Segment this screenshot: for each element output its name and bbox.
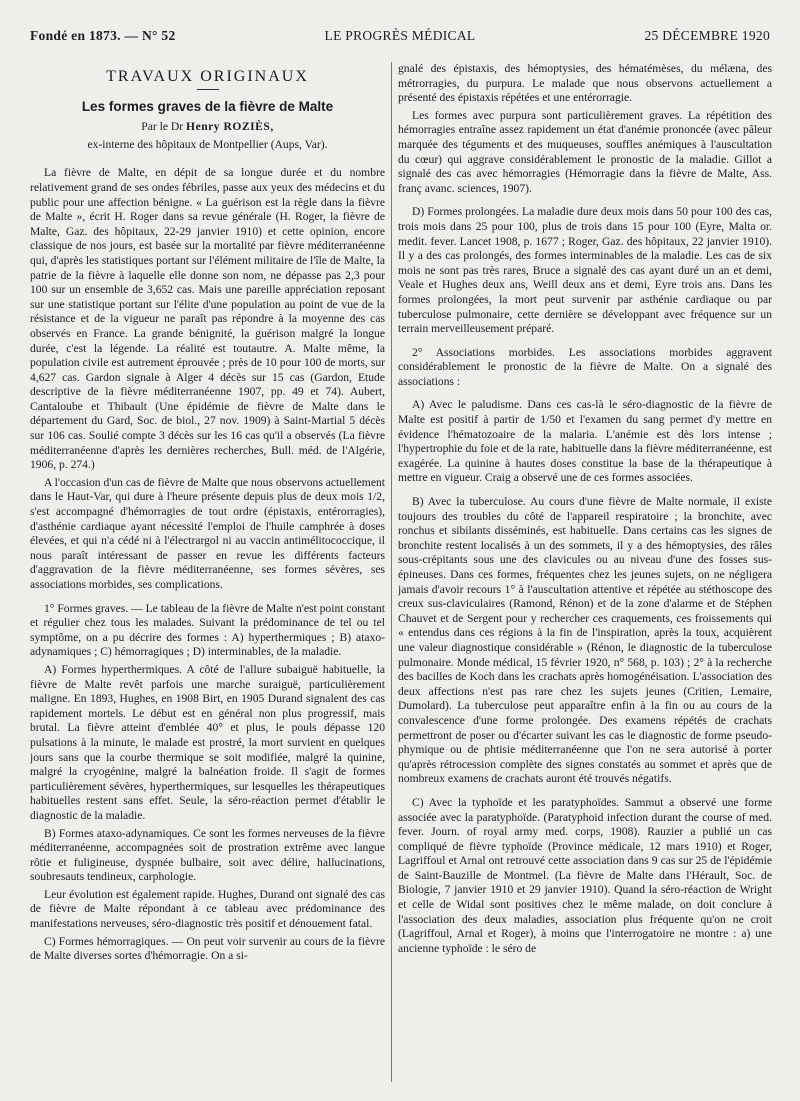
right-column <box>398 62 772 1083</box>
paragraph: Leur évolution est également rapide. Hughes, Durand ont signalé des cas de fièvre de Malte répondant à ce tableau avec prédominance des manifestations nerveuses, séro-diagnostic très positif et dénouement fatal. <box>30 887 385 931</box>
header-date: 25 DÉCEMBRE 1920 <box>644 28 770 43</box>
paragraph: La fièvre de Malte, en dépit de sa longue durée et du nombre relativement grand de ses ondes fébriles, passe aux yeux des médecins et du public pour une affection bénigne. « La guérison est la règle dans la fièvre de Malte », écrit H. Roger dans sa revue générale (H. Roger, la fièvre de Malte, Gaz. des hôpitaux, 22-29 janvier 1910) et cette opinion, encore classique de nos jours, est basée sur la mortalité par fièvre méditerranéenne qui, d'après les statistiques portant sur l'élément militaire de l'île de Malte, la patrie de la fièvre à laquelle elle donne son nom, ne dépasse pas 2,3 pour 100 sur un ensemble de 3,652 cas. Mais une pareille appréciation reposant sur une statistique portant sur l'élite d'une population au point de vue de la résistance et de la vigueur ne paraît pas répondre à la moyenne des cas observés en France. La grande bénignité, la guérison malgré la longue durée, c'est la légende. La réalité est toutautre. A. Malte même, la population civile est autrement éprouvée ; près de 10 pour 100 de morts, sur 4,627 cas. Gardon signale à Alger 4 décès sur 15 cas (Gardon, Etude descriptive de la fièvre méditerranéenne 1907, pp. 49 et 74). Aubert, Cantaloube et Thibault (Une épidémie de fièvre de Malte dans le département du Gard, Soc. de biol., 27 nov. 1909) à Saint-Martial 5 décès sur 106 cas. Soulié compte 3 décès sur les 16 cas qu'il a observés (La fièvre méditerranéenne d'après les dernières recherches, Bull. méd. de l'Algérie, 1906, p. 274.) <box>30 166 385 472</box>
paragraph: C) Avec la typhoïde et les paratyphoïdes. Sammut a observé une forme associée avec la paratyphoïde. (Paratyphoid infection durant the course of med. fever. Journ. of royal army med. corps, 1908). Rauzier a publié un cas compliqué de fièvre typhoïde (Province médicale, 12 mars 1910) et Roger, Lagriffoul et Arnal ont retrouvé cette association dans 9 cas sur 25 de l'épidémie de Saint-Bauzille de Montmel. (La fièvre de Malte dans l'Hérault, Soc. de Biologie, 7 janvier 1910 et 29 janvier 1910). Quand la séro-réaction de Wright et celle de Widal sont positives chez le même malade, on doit conclure à l'association des deux maladies, association plus fréquente qu'on ne croit (Lagriffoul, Arnal et Roger), à moins que l'interrogatoire ne montre : a) une ancienne typhoïde : le séro de <box>398 795 772 955</box>
paragraph: D) Formes prolongées. La maladie dure deux mois dans 50 pour 100 des cas, trois mois dans 25 pour 100, plus de trois dans 15 pour 100 (Eyre, Malta or. medit. fever. Lancet 1908, p. 1677 ; Roger, Gaz. des hôpitaux, 22 janvier 1910). Il y a des cas prolongés, des formes interminables de la maladie. Les cas de six mois ne sont pas très rares, Bruce a signalé des cas ayant duré un an et demi, Veale et Hughes deux ans, Weill deux ans et demi, Eyre trois ans. Dans les formes prolongées, la mort peut survenir par asthénie cardiaque ou par tuberculose pulmonaire, cette dernière se développant avec fréquence sur un terrain merveilleusement préparé. <box>398 205 772 336</box>
paragraph: B) Formes ataxo-adynamiques. Ce sont les formes nerveuses de la fièvre méditerranéenne, accompagnées soit de prostration extrême avec langue rôtie et fuligineuse, dyspnée bulbaire, soit avec délire, hallucinations, soubresauts tendineux, carphologie. <box>30 826 385 884</box>
running-header <box>30 28 770 46</box>
section-title: TRAVAUX ORIGINAUX <box>106 68 309 85</box>
paragraph: 2° Associations morbides. Les associations morbides aggravent considérablement le pronostic de la fièvre de Malte. On a signalé des associations : <box>398 345 772 388</box>
paragraph: 1° Formes graves. — Le tableau de la fièvre de Malte n'est point constant et régulier chez tous les malades. Suivant la prédominance de tel ou tel symptôme, on a pu décrire des formes : A) hyperthermiques ; B) ataxo-adynamiques ; C) hémorragiques ; D) interminables, de la maladie. <box>30 601 385 659</box>
author-affiliation: ex-interne des hôpitaux de Montpellier (Aups, Var). <box>87 137 328 151</box>
section-rule <box>197 89 219 90</box>
paragraph: A l'occasion d'un cas de fièvre de Malte que nous observons actuellement dans le Haut-Var, qui dure à l'heure présente depuis plus de deux mois 1/2, s'est accompagné d'hémorragies de tout ordre (épistaxis, entérorragies), d'asthénie cardiaque ayant nécessité l'emploi de l'huile camphrée à doses élevées, et qui n'a cédé ni à l'électrargol ni au vaccin antimélitococcique, il nous paraît intéressant de passer en revue les différents facteurs d'aggravation de la fièvre méditerranéenne, ses formes sévères, ses associations morbides, ses complications. <box>30 475 385 591</box>
left-column <box>30 62 385 1083</box>
header-journal-title: LE PROGRÈS MÉDICAL <box>324 28 476 43</box>
paragraph: A) Formes hyperthermiques. A côté de l'allure subaiguë habituelle, la fièvre de Malte revêt parfois une marche suraiguë, particulièrement maligne. En 1893, Hughes, en 1908 Birt, en 1905 Durand signalent des cas rapidement mortels. Le début est en général non plus progressif, mais brutal. La fièvre atteint d'emblée 40° et plus, le pouls dépasse 120 pulsations à la minute, le malade est prostré, la mort survient en quelques jours sans que la courbe thermique se soit modifiée, malgré la quinine, malgré la cryogénine, malgré la balnéation froide. Il s'agit de formes particulièrement sévères, hyperthermiques, sur lesquelles les thérapeutiques habituelles restent sans effet. Seule, la séro-réaction permet d'établir le diagnostic de la maladie. <box>30 662 385 822</box>
paragraph: B) Avec la tuberculose. Au cours d'une fièvre de Malte normale, il existe toujours des troubles du côté de l'appareil respiratoire ; la bronchite, avec ronchus et sibilants disséminés, est habituelle. Dans certains cas les signes de bronchite restent localisés à un des sommets, il y a des hémoptysies, des râles sous-crépitants sous une des clavicules ou au niveau d'une des fosses sus-épineuses. Dans ces formes, fréquentes chez les jeunes sujets, on ne négligera jamais d'avoir recours 1° à l'auscultation attentive et répétée au stéthoscope des creux sus-claviculaires (Ramond, Rénon) et de la zone d'alarme et de Stéphen Chauvet et de Sergent pour y rechercher ces craquements, ces froissements qui « entendus dans ces régions à la fin de l'inspiration, après la toux, acquièrent une valeur diagnostique considérable » (Rénon, le diagnostic de la tuberculose pulmonaire. Monde médical, 15 février 1920, n° 568, p. 103) ; 2° à la recherche des bacilles de Koch dans les crachats après homogénéisation. L'association des deux affections n'est pas rare chez les sujets jeunes (Critien, Lemaire, Dumolard). La tuberculose peut apparaître enfin à la fin ou au cours de la convalescence d'une forme prolongée. Des examens répétés de crachats permettront de poser ou d'écarter suivant les cas le diagnostic de forme pseudo-phymique ou de phtisie méditerranéenne que l'on ne sera autorisé à porter qu'après rétrocession complète des signes constatés au sommet et après que de nombreux examens de crachats auront été trouvés négatifs. <box>398 495 772 786</box>
column-divider <box>391 62 392 1082</box>
paragraph: C) Formes hémorragiques. — On peut voir survenir au cours de la fièvre de Malte diverses sortes d'hémorragie. On a si- <box>30 934 385 963</box>
paragraph: gnalé des épistaxis, des hémoptysies, des hématémèses, du mélæna, des métrorragies, du purpura. Le malade que nous observons actuellement a présenté des épistaxis répétées et une entérorragie. <box>398 62 772 105</box>
article-title: Les formes graves de la fièvre de Malte <box>81 98 334 114</box>
author-name: Henry ROZIÈS, <box>186 120 274 134</box>
paragraph: Les formes avec purpura sont particulièrement graves. La répétition des hémorragies entraîne assez rapidement un état d'anémie prononcée (avec pâleur marquée des téguments et des muqueuses, souffles anémiques à l'auscultation du cœur) qui aggrave considérablement le pronostic de la maladie. Gillot a signalé des cas avec hémorragies (Hémorragie dans la fièvre de Malte, Ass. franç avanc. sciences, 1907). <box>398 108 772 195</box>
byline <box>30 120 385 135</box>
byline-prefix: Par le Dr <box>141 120 184 134</box>
header-founded: Fondé en 1873. — N° 52 <box>30 28 176 43</box>
paragraph: A) Avec le paludisme. Dans ces cas-là le séro-diagnostic de la fièvre de Malte est positif à partir de 1/50 et l'examen du sang permet d'y mettre en évidence l'hématozoaire de la malaria. L'anémie est dès lors intense ; l'hypertrophie du foie et de la rate, habituelle dans la fièvre méditerranéenne, est exagérée. La quinine à hautes doses constitue la base de la thérapeutique à mettre en vigueur. Craig a observé une de ces formes associées. <box>398 398 772 485</box>
